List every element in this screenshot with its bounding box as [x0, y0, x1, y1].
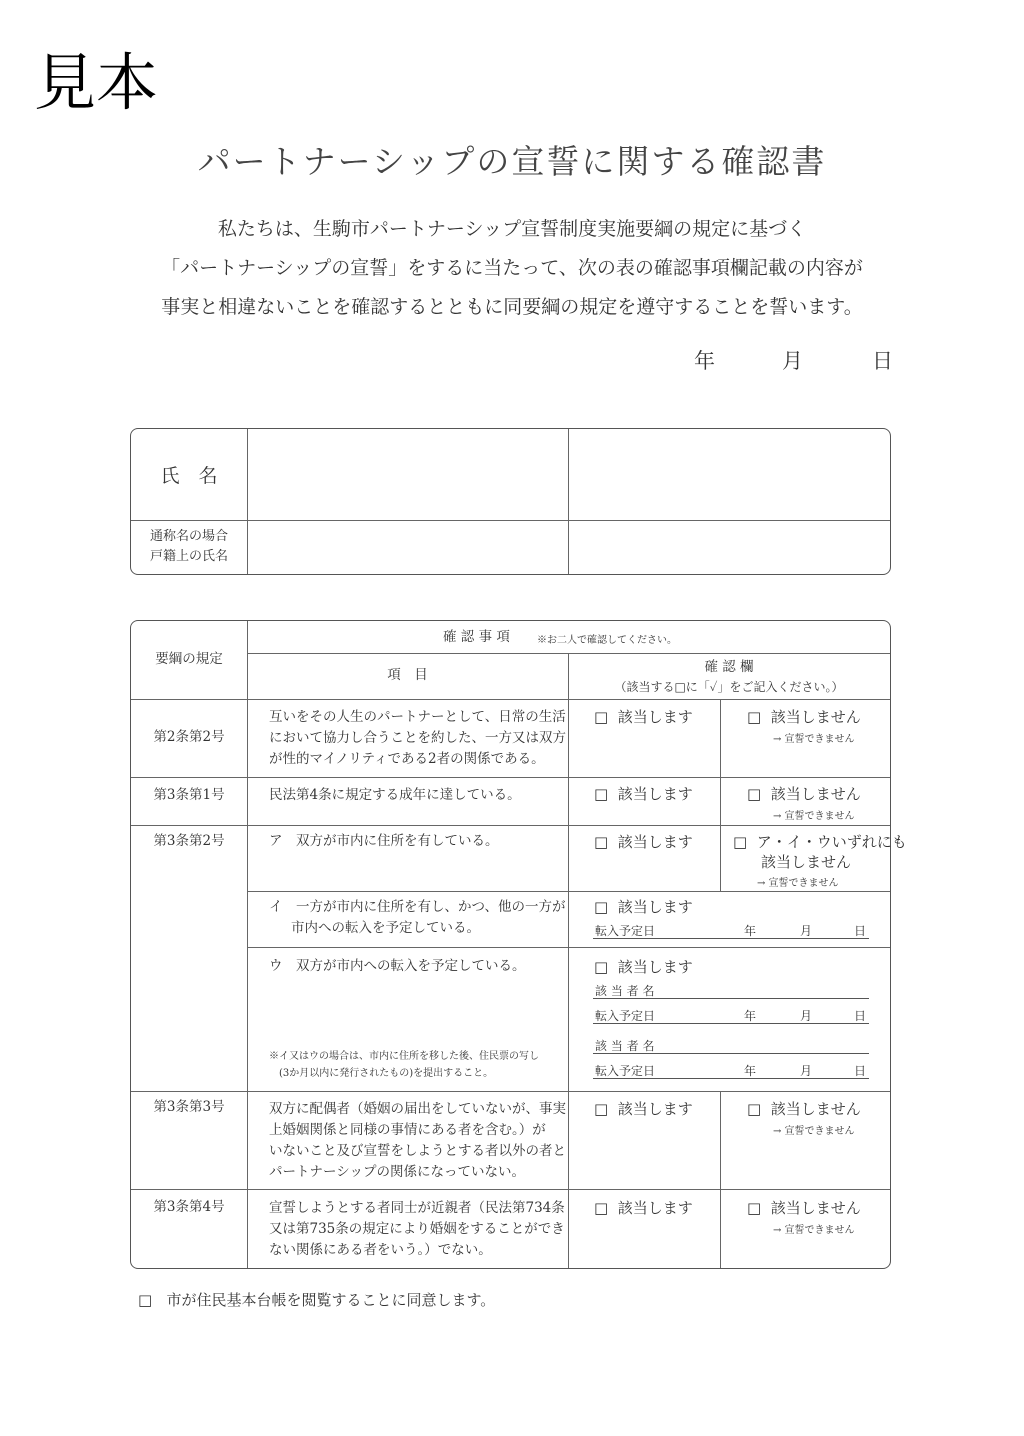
check-applies[interactable]	[594, 896, 693, 917]
rule-label: 第3条第4号	[153, 1199, 225, 1215]
applies-label: 該当します	[617, 958, 693, 976]
date-day-label: 日	[872, 349, 893, 373]
date-day: 日	[854, 924, 867, 938]
alias-label-line: 通称名の場合	[149, 529, 228, 544]
checkbox-icon[interactable]: □	[747, 785, 762, 803]
item-text: 双方に配偶者（婚姻の届出をしていないが、事実	[269, 1101, 566, 1117]
item-u-text: ウ 双方が市内への転入を予定している。	[269, 958, 526, 974]
check-not-applies[interactable]	[747, 1197, 861, 1218]
items-header-note: ※お二人で確認してください。	[537, 635, 677, 646]
applies-label: 該当します	[617, 1100, 693, 1118]
date-year: 年	[744, 1064, 757, 1078]
applies-label: 該当します	[617, 785, 693, 803]
check-applies[interactable]	[594, 831, 693, 852]
check-applies[interactable]	[594, 783, 693, 804]
item-i-text: イ 一方が市内に住所を有し、かつ、他の一方が	[269, 899, 566, 915]
not-applies-label: ア・イ・ウいずれにも	[756, 833, 907, 851]
cannot-note: → 宣誓できません	[773, 811, 855, 822]
checkbox-icon[interactable]: □	[747, 1100, 762, 1118]
checkbox-icon[interactable]: □	[747, 708, 762, 726]
watermark-sample: 見本	[34, 46, 159, 119]
intro-line: 事実と相違ないことを確認するとともに同要綱の規定を遵守することを誓います。	[161, 296, 863, 318]
item-text: ない関係にある者をいう。）でない。	[269, 1242, 492, 1258]
date-year: 年	[744, 1009, 757, 1023]
check-column-header: 確 認 欄	[704, 659, 754, 675]
check-applies[interactable]	[594, 706, 693, 727]
rule-label: 第3条第2号	[153, 833, 225, 849]
item-text: において協力し合うことを約した、一方又は双方	[269, 730, 566, 746]
intro-line: 私たちは、生駒市パートナーシップ宣誓制度実施要綱の規定に基づく	[217, 218, 807, 240]
applies-label: 該当します	[617, 898, 693, 916]
move-date-label: 転入予定日	[595, 924, 656, 938]
item-text: パートナーシップの関係になっていない。	[269, 1164, 525, 1180]
checkbox-icon[interactable]: □	[733, 833, 748, 851]
move-date-label: 転入予定日	[595, 1064, 656, 1078]
date-month-label: 月	[782, 349, 803, 373]
applies-label: 該当します	[617, 833, 693, 851]
item-i-text: 市内への転入を予定している。	[291, 920, 480, 936]
check-column-note: （該当する□に「✓」をご記入ください。）	[614, 680, 844, 694]
date-month: 月	[800, 1064, 813, 1078]
item-column-header: 項 目	[387, 667, 428, 683]
checkbox-icon[interactable]: □	[594, 1100, 609, 1118]
alias-label	[131, 527, 247, 567]
applies-label: 該当します	[617, 1199, 693, 1217]
checkbox-icon[interactable]: □	[594, 785, 609, 803]
confirm-table	[130, 620, 907, 1269]
checkbox-icon[interactable]: □	[594, 898, 609, 916]
not-applies-label: 該当しません	[770, 708, 861, 726]
rule-label: 第3条第1号	[153, 787, 225, 803]
name-field-person-1[interactable]	[249, 431, 567, 519]
checkbox-icon[interactable]: □	[594, 1199, 609, 1217]
page-title: パートナーシップの宣誓に関する確認書	[197, 142, 827, 181]
not-applies-label: 該当しません	[770, 785, 861, 803]
checkbox-icon[interactable]: □	[747, 1199, 762, 1217]
not-applies-label: 該当しません	[770, 1100, 861, 1118]
person-name-label: 該 当 者 名	[595, 1039, 655, 1053]
intro-text	[120, 210, 904, 327]
date-month: 月	[800, 924, 813, 938]
rule-header: 要綱の規定	[155, 651, 223, 667]
check-not-applies-any[interactable]	[733, 831, 907, 852]
consent-checkbox[interactable]	[138, 1289, 495, 1310]
name-field-person-2[interactable]	[570, 431, 888, 519]
item-text: 互いをその人生のパートナーとして、日常の生活	[269, 709, 566, 725]
check-not-applies[interactable]	[747, 783, 861, 804]
item-text: 又は第735条の規定により婚姻をすることができ	[269, 1221, 565, 1237]
cannot-note: → 宣誓できません	[773, 1126, 855, 1137]
consent-text: 市が住民基本台帳を閲覧することに同意します。	[166, 1291, 496, 1309]
not-applies-label: 該当しません	[770, 1199, 861, 1217]
rule-label: 第3条第3号	[153, 1099, 225, 1115]
applies-label: 該当します	[617, 708, 693, 726]
name-table	[130, 428, 891, 575]
check-not-applies[interactable]	[747, 1098, 861, 1119]
date-year: 年	[744, 924, 757, 938]
move-date-label: 転入予定日	[595, 1009, 656, 1023]
date-day: 日	[854, 1064, 867, 1078]
item-text: 上婚姻関係と同様の事情にある者を含む。）が	[269, 1122, 546, 1138]
name-label: 氏 名	[160, 465, 218, 487]
check-not-applies[interactable]	[747, 706, 861, 727]
not-applies-label-line2: 該当しません	[761, 853, 852, 871]
items-header: 確 認 事 項	[443, 629, 510, 645]
cannot-note: → 宣誓できません	[757, 878, 839, 889]
item-a-text: ア 双方が市内に住所を有している。	[269, 833, 499, 849]
check-applies[interactable]	[594, 1197, 693, 1218]
alias-field-person-1[interactable]	[249, 522, 567, 572]
checkbox-icon[interactable]: □	[594, 833, 609, 851]
item-text: 宣誓しようとする者同士が近親者（民法第734条	[269, 1200, 565, 1216]
alias-field-person-2[interactable]	[570, 522, 888, 572]
item-text: いないこと及び宣誓をしようとする者以外の者と	[269, 1143, 566, 1159]
item-text: が性的マイノリティである2者の関係である。	[269, 751, 545, 767]
person-name-label: 該 当 者 名	[595, 984, 655, 998]
check-applies[interactable]	[594, 1098, 693, 1119]
check-applies[interactable]	[594, 956, 693, 977]
date-year-label: 年	[694, 349, 715, 373]
checkbox-icon[interactable]: □	[594, 708, 609, 726]
date-month: 月	[800, 1009, 813, 1023]
date-day: 日	[854, 1009, 867, 1023]
submission-note: (3か月以内に発行されたもの)を提出すること。	[279, 1068, 494, 1079]
rule-label: 第2条第2号	[153, 729, 225, 745]
checkbox-icon[interactable]: □	[594, 958, 609, 976]
checkbox-icon[interactable]: □	[138, 1291, 153, 1309]
cannot-note: → 宣誓できません	[773, 734, 855, 745]
submission-note: ※イ又はウの場合は、市内に住所を移した後、住民票の写し	[269, 1051, 539, 1062]
item-text: 民法第4条に規定する成年に達している。	[269, 787, 521, 803]
cannot-note: → 宣誓できません	[773, 1225, 855, 1236]
alias-label-line: 戸籍上の氏名	[149, 549, 228, 564]
intro-line: 「パートナーシップの宣誓」をするに当たって、次の表の確認事項欄記載の内容が	[161, 257, 863, 279]
